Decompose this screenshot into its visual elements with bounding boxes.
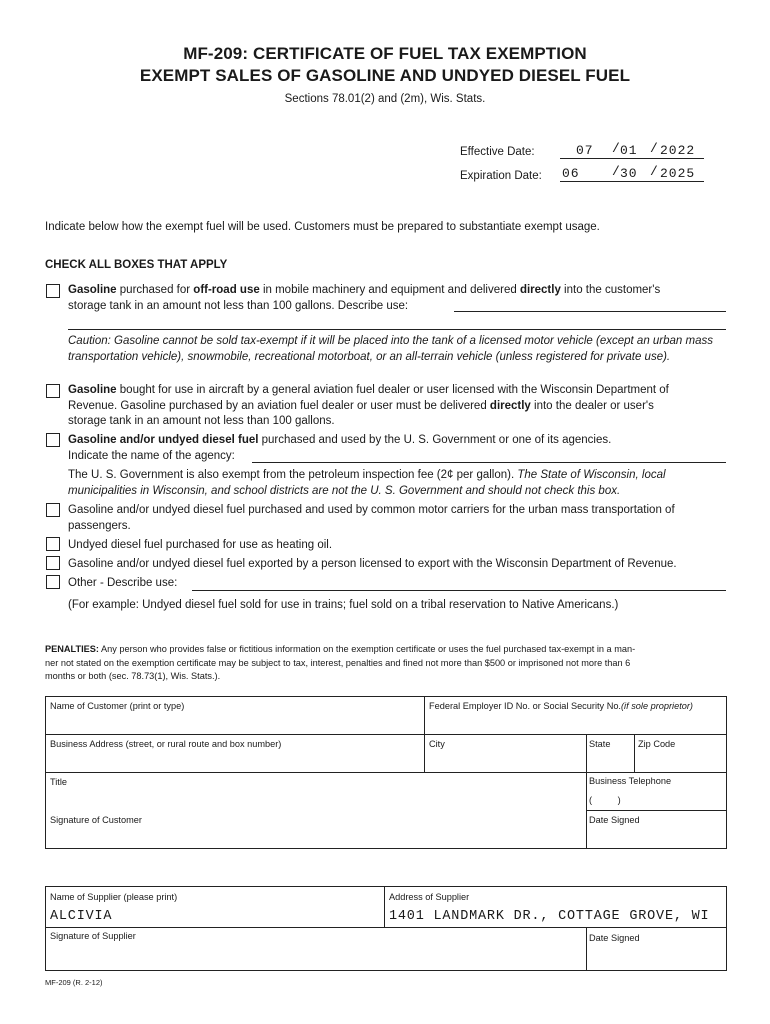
customer-table — [45, 696, 727, 849]
aircraft-text2: Revenue. Gasoline purchased by an aviation fuel dealer or user must be delivered — [68, 399, 490, 412]
effective-date-field[interactable] — [560, 142, 704, 159]
phone-label: Business Telephone — [589, 776, 672, 786]
aircraft-text3: into the dealer or user's — [530, 399, 654, 412]
check-heading: CHECK ALL BOXES THAT APPLY — [45, 259, 228, 271]
aircraft-bold-gasoline: Gasoline — [68, 384, 117, 396]
customer-date-label: Date Signed — [589, 815, 640, 825]
fein-field[interactable] — [424, 697, 726, 734]
supplier-name-field[interactable]: ALCIVIA — [50, 909, 113, 924]
offroad-text1: purchased for — [116, 284, 194, 296]
zip-field[interactable] — [634, 734, 726, 772]
penalties-label: PENALTIES: — [45, 644, 99, 654]
address-label: Business Address (street, or rural route and box number) — [50, 739, 282, 749]
offroad-describe-field[interactable] — [454, 298, 726, 312]
government-text1: purchased and used by the U. S. Government or one of its agencies. — [258, 434, 612, 446]
customer-name-label: Name of Customer (print or type) — [50, 701, 185, 711]
other-example: (For example: Undyed diesel fuel sold for use in trains; fuel sold on a tribal reservation to Native Americans.) — [68, 599, 619, 611]
aircraft-item — [68, 383, 730, 430]
intro-text: Indicate below how the exempt fuel will be used. Customers must be prepared to substantiate exempt usage. — [45, 221, 600, 233]
supplier-signature-label: Signature of Supplier — [50, 931, 136, 941]
other-item: Other - Describe use: — [68, 577, 178, 589]
other-checkbox[interactable] — [46, 575, 60, 589]
government-note-italic1: The State of Wisconsin, local — [517, 469, 666, 481]
supplier-date-label: Date Signed — [589, 933, 640, 943]
customer-date-field[interactable] — [586, 810, 726, 848]
supplier-name-label: Name of Supplier (please print) — [50, 892, 178, 902]
title-field[interactable] — [46, 772, 586, 810]
supplier-table — [45, 886, 727, 971]
date-separator: / — [650, 164, 659, 179]
customer-signature-label: Signature of Customer — [50, 815, 142, 825]
address-field[interactable] — [46, 734, 424, 772]
zip-label: Zip Code — [638, 739, 676, 749]
form-title-line1: MF-209: CERTIFICATE OF FUEL TAX EXEMPTION — [183, 44, 587, 63]
offroad-bold-gasoline: Gasoline — [68, 284, 117, 296]
government-note — [68, 468, 730, 499]
expiration-date-field[interactable] — [560, 165, 704, 182]
aircraft-line3: storage tank in an amount not less than 100 gallons. — [68, 415, 335, 427]
government-line2: Indicate the name of the agency: — [68, 449, 235, 462]
offroad-text2: in mobile machinery and equipment and delivered — [259, 284, 520, 296]
government-bold: Gasoline and/or undyed diesel fuel — [68, 434, 259, 446]
state-field[interactable] — [586, 734, 634, 772]
penalties-line2: ner not stated on the exemption certificate may be subject to tax, interest, penalties and fined not more than $500 or imprisoned not more than 6 — [45, 657, 631, 668]
fein-label-note: (if sole proprietor) — [621, 701, 693, 711]
expiration-day: 30 — [620, 166, 638, 181]
offroad-text3: into the customer's — [560, 284, 661, 296]
expiration-date-label: Expiration Date: — [460, 170, 542, 182]
customer-signature-field[interactable] — [46, 810, 586, 848]
statute-reference: Sections 78.01(2) and (2m), Wis. Stats. — [284, 93, 486, 105]
expiration-month: 06 — [562, 166, 580, 181]
government-checkbox[interactable] — [46, 433, 60, 447]
carriers-checkbox[interactable] — [46, 503, 60, 517]
penalties-line3: months or both (sec. 78.73(1), Wis. Stats.). — [45, 671, 221, 681]
offroad-bold-use: off-road use — [193, 284, 260, 296]
penalties-line1: Any person who provides false or fictitious information on the exemption certificate or uses the fuel purchased tax-exempt in a man- — [98, 644, 636, 654]
supplier-address-label: Address of Supplier — [389, 892, 470, 902]
carriers-item: Gasoline and/or undyed diesel fuel purchased and used by common motor carriers for the urban mass transportation of passengers. — [68, 504, 675, 532]
supplier-date-field[interactable] — [586, 927, 726, 970]
effective-date-label: Effective Date: — [460, 146, 535, 158]
heating-item: Undyed diesel fuel purchased for use as heating oil. — [68, 539, 333, 551]
offroad-bold-directly: directly — [519, 284, 561, 296]
offroad-checkbox[interactable] — [46, 284, 60, 298]
aircraft-bold-directly: directly — [489, 399, 531, 412]
offroad-describe-field-line2[interactable] — [68, 316, 726, 330]
expiration-year: 2025 — [660, 166, 696, 181]
other-describe-field[interactable] — [192, 577, 726, 591]
government-note-italic2: municipalities in Wisconsin, and school districts are not the U. S. Government and should not check this box. — [68, 484, 621, 497]
supplier-signature-field[interactable] — [46, 927, 586, 970]
penalties-text — [45, 643, 728, 684]
heating-checkbox[interactable] — [46, 537, 60, 551]
aircraft-checkbox[interactable] — [46, 384, 60, 398]
state-label: State — [589, 739, 611, 749]
supplier-address-field[interactable]: 1401 LANDMARK DR., COTTAGE GROVE, WI — [389, 909, 710, 924]
date-separator: / — [650, 141, 659, 156]
effective-day: 01 — [620, 143, 638, 158]
customer-name-field[interactable] — [46, 697, 424, 734]
city-field[interactable] — [424, 734, 586, 772]
fein-label-text: Federal Employer ID No. or Social Security No. — [429, 701, 621, 711]
phone-field[interactable]: ( ) — [589, 795, 621, 805]
effective-month: 07 — [576, 143, 594, 158]
form-title-line2: EXEMPT SALES OF GASOLINE AND UNDYED DIESEL FUEL — [139, 66, 631, 85]
date-separator: / — [612, 164, 621, 179]
aircraft-text1: bought for use in aircraft by a general aviation fuel dealer or user licensed with the Wisconsin Department of — [116, 384, 669, 396]
offroad-caution: Caution: Gasoline cannot be sold tax-exempt if it will be placed into the tank of a licensed motor vehicle (except an urban mass transportation vehicle), snowmobile, recreational motorboat, or an all-terrain vehicle (unless registered for private use). — [68, 335, 713, 363]
export-item: Gasoline and/or undyed diesel fuel exported by a person licensed to export with the Wisconsin Department of Revenue. — [68, 558, 677, 570]
city-label: City — [429, 739, 445, 749]
government-note-text: The U. S. Government is also exempt from the petroleum inspection fee (2¢ per gallon). — [68, 469, 518, 481]
effective-year: 2022 — [660, 143, 696, 158]
date-separator: / — [612, 141, 621, 156]
title-label: Title — [50, 777, 68, 787]
export-checkbox[interactable] — [46, 556, 60, 570]
agency-name-field[interactable] — [252, 449, 726, 463]
offroad-line2: storage tank in an amount not less than 100 gallons. Describe use: — [68, 299, 409, 312]
form-revision: MF-209 (R. 2-12) — [45, 978, 103, 987]
